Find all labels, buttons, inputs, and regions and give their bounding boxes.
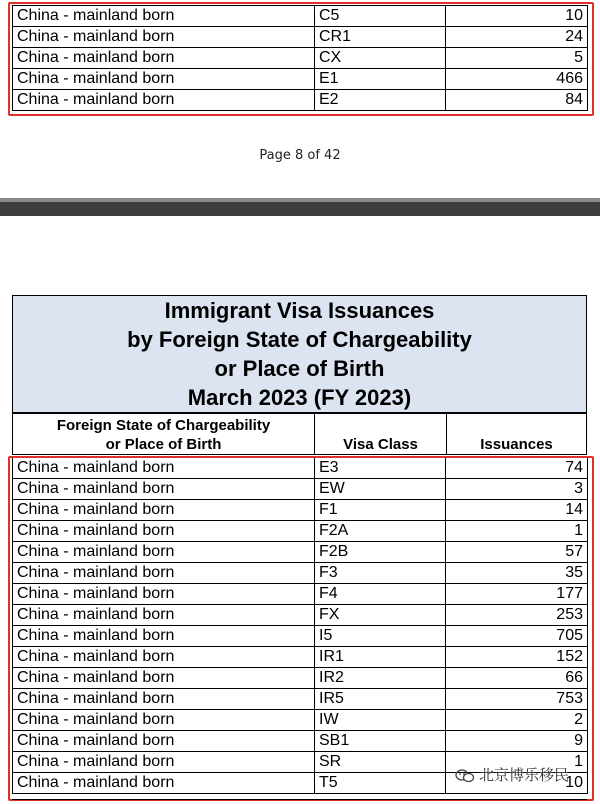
header-visa-class-label: Visa Class bbox=[343, 436, 418, 453]
origin-cell: China - mainland born bbox=[13, 6, 315, 27]
issuances-cell: 753 bbox=[446, 689, 588, 710]
issuances-cell: 14 bbox=[446, 500, 588, 521]
visa-class-cell: C5 bbox=[315, 6, 446, 27]
visa-class-cell: E1 bbox=[315, 69, 446, 90]
cut-off-row bbox=[12, 799, 587, 804]
origin-cell: China - mainland born bbox=[13, 563, 315, 584]
visa-class-cell: F4 bbox=[315, 584, 446, 605]
table-row bbox=[13, 521, 588, 542]
table-row bbox=[13, 500, 588, 521]
issuances-cell: 466 bbox=[446, 69, 588, 90]
origin-cell: China - mainland born bbox=[13, 584, 315, 605]
origin-cell: China - mainland born bbox=[13, 27, 315, 48]
header-issuances bbox=[446, 413, 587, 455]
visa-class-cell: SB1 bbox=[315, 731, 446, 752]
issuances-cell: 5 bbox=[446, 48, 588, 69]
table-row bbox=[13, 689, 588, 710]
visa-class-cell: F2A bbox=[315, 521, 446, 542]
table-row bbox=[13, 668, 588, 689]
table-row bbox=[13, 479, 588, 500]
issuances-cell: 2 bbox=[446, 710, 588, 731]
origin-cell: China - mainland born bbox=[13, 605, 315, 626]
report-title-line: Immigrant Visa Issuances bbox=[164, 298, 435, 323]
origin-cell: China - mainland born bbox=[13, 752, 315, 773]
issuances-cell: 10 bbox=[446, 773, 588, 794]
table-row bbox=[13, 710, 588, 731]
origin-cell: China - mainland born bbox=[13, 500, 315, 521]
origin-cell: China - mainland born bbox=[13, 773, 315, 794]
issuances-cell: 152 bbox=[446, 647, 588, 668]
header-origin-line1: Foreign State of Chargeability bbox=[56, 417, 271, 434]
origin-cell: China - mainland born bbox=[13, 626, 315, 647]
visa-class-cell: IR5 bbox=[315, 689, 446, 710]
issuances-cell: 35 bbox=[446, 563, 588, 584]
watermark bbox=[455, 764, 569, 785]
table-row bbox=[13, 90, 588, 111]
issuances-cell: 10 bbox=[446, 6, 588, 27]
issuances-cell: 74 bbox=[446, 458, 588, 479]
table-row bbox=[13, 27, 588, 48]
issuances-table bbox=[12, 457, 588, 794]
table-row bbox=[13, 69, 588, 90]
table-row bbox=[13, 458, 588, 479]
table-row bbox=[13, 647, 588, 668]
issuances-cell: 1 bbox=[446, 521, 588, 542]
visa-class-cell: EW bbox=[315, 479, 446, 500]
header-issuances-label: Issuances bbox=[480, 436, 553, 453]
issuances-cell: 253 bbox=[446, 605, 588, 626]
visa-class-cell: F2B bbox=[315, 542, 446, 563]
report-title-box bbox=[12, 295, 587, 413]
previous-page-table bbox=[12, 5, 588, 111]
issuances-cell: 1 bbox=[446, 752, 588, 773]
table-row bbox=[13, 48, 588, 69]
issuances-cell: 705 bbox=[446, 626, 588, 647]
origin-cell: China - mainland born bbox=[13, 521, 315, 542]
visa-class-cell: SR bbox=[315, 752, 446, 773]
origin-cell: China - mainland born bbox=[13, 647, 315, 668]
wechat-icon bbox=[455, 769, 475, 783]
visa-class-cell: F3 bbox=[315, 563, 446, 584]
origin-cell: China - mainland born bbox=[13, 48, 315, 69]
visa-class-cell: E3 bbox=[315, 458, 446, 479]
issuances-cell: 57 bbox=[446, 542, 588, 563]
page-separator bbox=[0, 202, 600, 216]
issuances-cell: 84 bbox=[446, 90, 588, 111]
table-row bbox=[13, 6, 588, 27]
header-visa-class bbox=[314, 413, 447, 455]
origin-cell: China - mainland born bbox=[13, 458, 315, 479]
visa-class-cell: CR1 bbox=[315, 27, 446, 48]
origin-cell: China - mainland born bbox=[13, 542, 315, 563]
origin-cell: China - mainland born bbox=[13, 69, 315, 90]
report-title-line: by Foreign State of Chargeability bbox=[127, 327, 472, 352]
visa-class-cell: IR2 bbox=[315, 668, 446, 689]
table-row bbox=[13, 731, 588, 752]
issuances-cell: 66 bbox=[446, 668, 588, 689]
header-origin-line2: or Place of Birth bbox=[105, 436, 222, 453]
visa-class-cell: I5 bbox=[315, 626, 446, 647]
origin-cell: China - mainland born bbox=[13, 710, 315, 731]
visa-class-cell: T5 bbox=[315, 773, 446, 794]
issuances-cell: 24 bbox=[446, 27, 588, 48]
issuances-cell: 3 bbox=[446, 479, 588, 500]
origin-cell: China - mainland born bbox=[13, 689, 315, 710]
issuances-cell: 9 bbox=[446, 731, 588, 752]
visa-class-cell: F1 bbox=[315, 500, 446, 521]
watermark-text: 北京博乐移民 bbox=[479, 766, 570, 784]
origin-cell: China - mainland born bbox=[13, 90, 315, 111]
table-row bbox=[13, 626, 588, 647]
origin-cell: China - mainland born bbox=[13, 731, 315, 752]
issuances-cell: 177 bbox=[446, 584, 588, 605]
page-number: Page 8 of 42 bbox=[259, 148, 341, 163]
visa-class-cell: IR1 bbox=[315, 647, 446, 668]
origin-cell: China - mainland born bbox=[13, 479, 315, 500]
header-origin bbox=[12, 413, 315, 455]
visa-class-cell: E2 bbox=[315, 90, 446, 111]
table-row bbox=[13, 605, 588, 626]
visa-class-cell: CX bbox=[315, 48, 446, 69]
table-row bbox=[13, 584, 588, 605]
table-row bbox=[13, 542, 588, 563]
report-title-line: March 2023 (FY 2023) bbox=[187, 385, 412, 410]
visa-class-cell: IW bbox=[315, 710, 446, 731]
origin-cell: China - mainland born bbox=[13, 668, 315, 689]
table-row bbox=[13, 563, 588, 584]
report-title-line: or Place of Birth bbox=[214, 356, 385, 381]
visa-class-cell: FX bbox=[315, 605, 446, 626]
